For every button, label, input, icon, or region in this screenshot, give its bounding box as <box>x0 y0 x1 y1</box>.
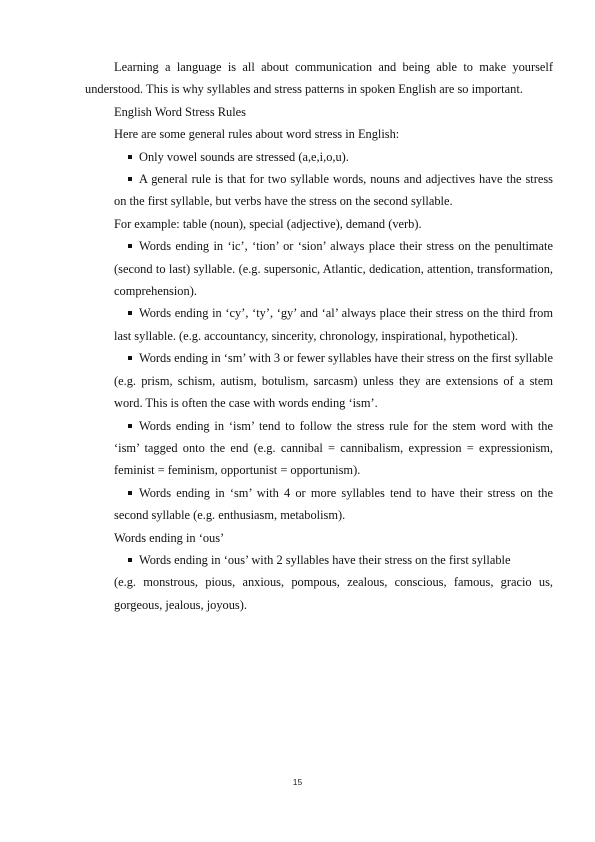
list-item-text: A general rule is that for two syllable words, nouns and adjectives have the stress on the first syllable, but verbs have the stress on the second syllable. <box>114 172 553 209</box>
list-item <box>114 415 553 482</box>
square-bullet-icon <box>128 244 132 248</box>
square-bullet-icon <box>128 558 132 562</box>
list-item-text: Words ending in ‘cy’, ‘ty’, ‘gy’ and ‘al’ always place their stress on the third from last syllable. (e.g. accountancy, sincerity, chronology, inspirational, hypothetical). <box>114 306 553 343</box>
list-item <box>114 347 553 414</box>
rules-list-ous <box>114 549 553 571</box>
square-bullet-icon <box>128 424 132 428</box>
list-item-text: Words ending in ‘ic’, ‘tion’ or ‘sion’ always place their stress on the penultimate (second to last) syllable. (e.g. supersonic, Atlantic, dedication, attention, transformation, comprehension). <box>114 239 553 299</box>
list-item <box>114 549 553 571</box>
square-bullet-icon <box>128 311 132 315</box>
intro-paragraph: Learning a language is all about communication and being able to make yourself understood. This is why syllables and stress patterns in spoken English are so important. <box>85 60 553 97</box>
subheading-ous: Words ending in ‘ous’ <box>114 530 225 545</box>
list-item-text: Words ending in ‘sm’ with 3 or fewer syllables have their stress on the first syllable (e.g. prism, schism, autism, botulism, sarcasm) unless they are extensions of a stem word. This is often the case with words ending ‘ism’. <box>114 351 553 411</box>
list-item <box>114 235 553 302</box>
square-bullet-icon <box>128 356 132 360</box>
ous-examples: (e.g. monstrous, pious, anxious, pompous, zealous, conscious, famous, gracio us, gorgeous, jealous, joyous). <box>114 575 553 612</box>
page-body <box>85 56 553 616</box>
list-item-text: Words ending in ‘ism’ tend to follow the stress rule for the stem word with the ‘ism’ tagged onto the end (e.g. cannibal = cannibalism, expression = expressionism, feminist = feminism, opportunist = opportunism). <box>114 418 553 478</box>
list-item <box>114 482 553 527</box>
square-bullet-icon <box>128 155 132 159</box>
rules-list-first <box>114 146 553 213</box>
lead-in-text: Here are some general rules about word stress in English: <box>114 127 400 142</box>
list-item <box>114 146 553 168</box>
square-bullet-icon <box>128 491 132 495</box>
section-heading: English Word Stress Rules <box>114 104 246 119</box>
square-bullet-icon <box>128 177 132 181</box>
list-item <box>114 302 553 347</box>
list-item-text: Words ending in ‘sm’ with 4 or more syllables tend to have their stress on the second syllable (e.g. enthusiasm, metabolism). <box>114 485 553 523</box>
list-item-text: Only vowel sounds are stressed (a,e,i,o,u). <box>139 149 349 164</box>
list-item <box>114 168 553 213</box>
page-number: 15 <box>292 777 303 787</box>
example-line: For example: table (noun), special (adjective), demand (verb). <box>114 216 422 231</box>
list-item-text: Words ending in ‘ous’ with 2 syllables have their stress on the first syllable <box>139 552 511 567</box>
rules-list-second <box>114 235 553 526</box>
